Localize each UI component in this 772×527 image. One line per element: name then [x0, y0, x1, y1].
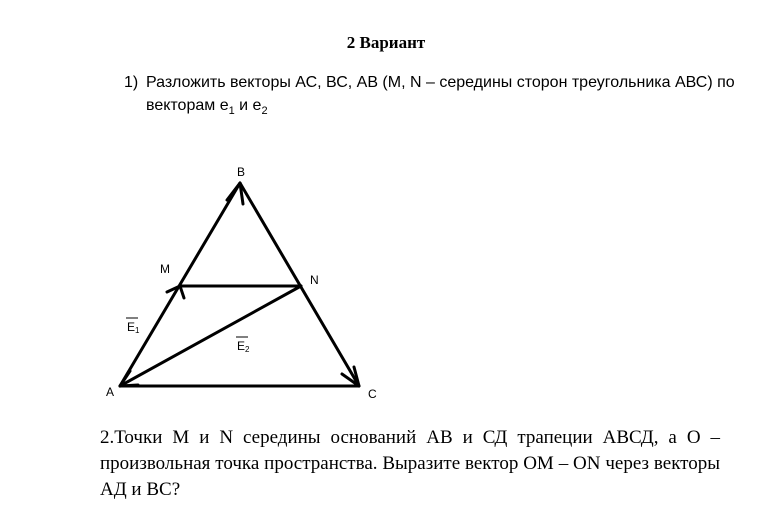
task-1-sub-2: 2	[261, 105, 268, 118]
label-e2-base: E	[237, 339, 246, 353]
label-n: N	[310, 273, 319, 287]
label-e1	[127, 320, 140, 335]
label-e1-sub: 1	[135, 326, 140, 335]
task-2-text: 2.Точки M и N середины оснований АВ и СД трапеции АВСД, а О – произвольная точка пространства. Выразите вектор ОМ – ОN через векторы АД и ВС?	[100, 427, 720, 500]
task-1-sub-1: 1	[228, 105, 235, 118]
task-1-number: 1)	[124, 74, 139, 91]
task-1-main-text: Разложить векторы АС, ВС, АВ (М, N – середины сторон треугольника АВС) по векторам е	[146, 74, 735, 114]
label-m: M	[160, 262, 170, 276]
label-b: B	[237, 165, 246, 179]
label-a: A	[106, 385, 115, 399]
label-c: C	[368, 387, 377, 401]
task-1-conj: и е	[234, 97, 262, 114]
label-e1-base: E	[127, 320, 136, 334]
segment-na	[120, 286, 301, 386]
label-e2-sub: 2	[245, 345, 250, 354]
label-e2	[237, 339, 250, 354]
page-title: 2 Вариант	[346, 33, 426, 52]
